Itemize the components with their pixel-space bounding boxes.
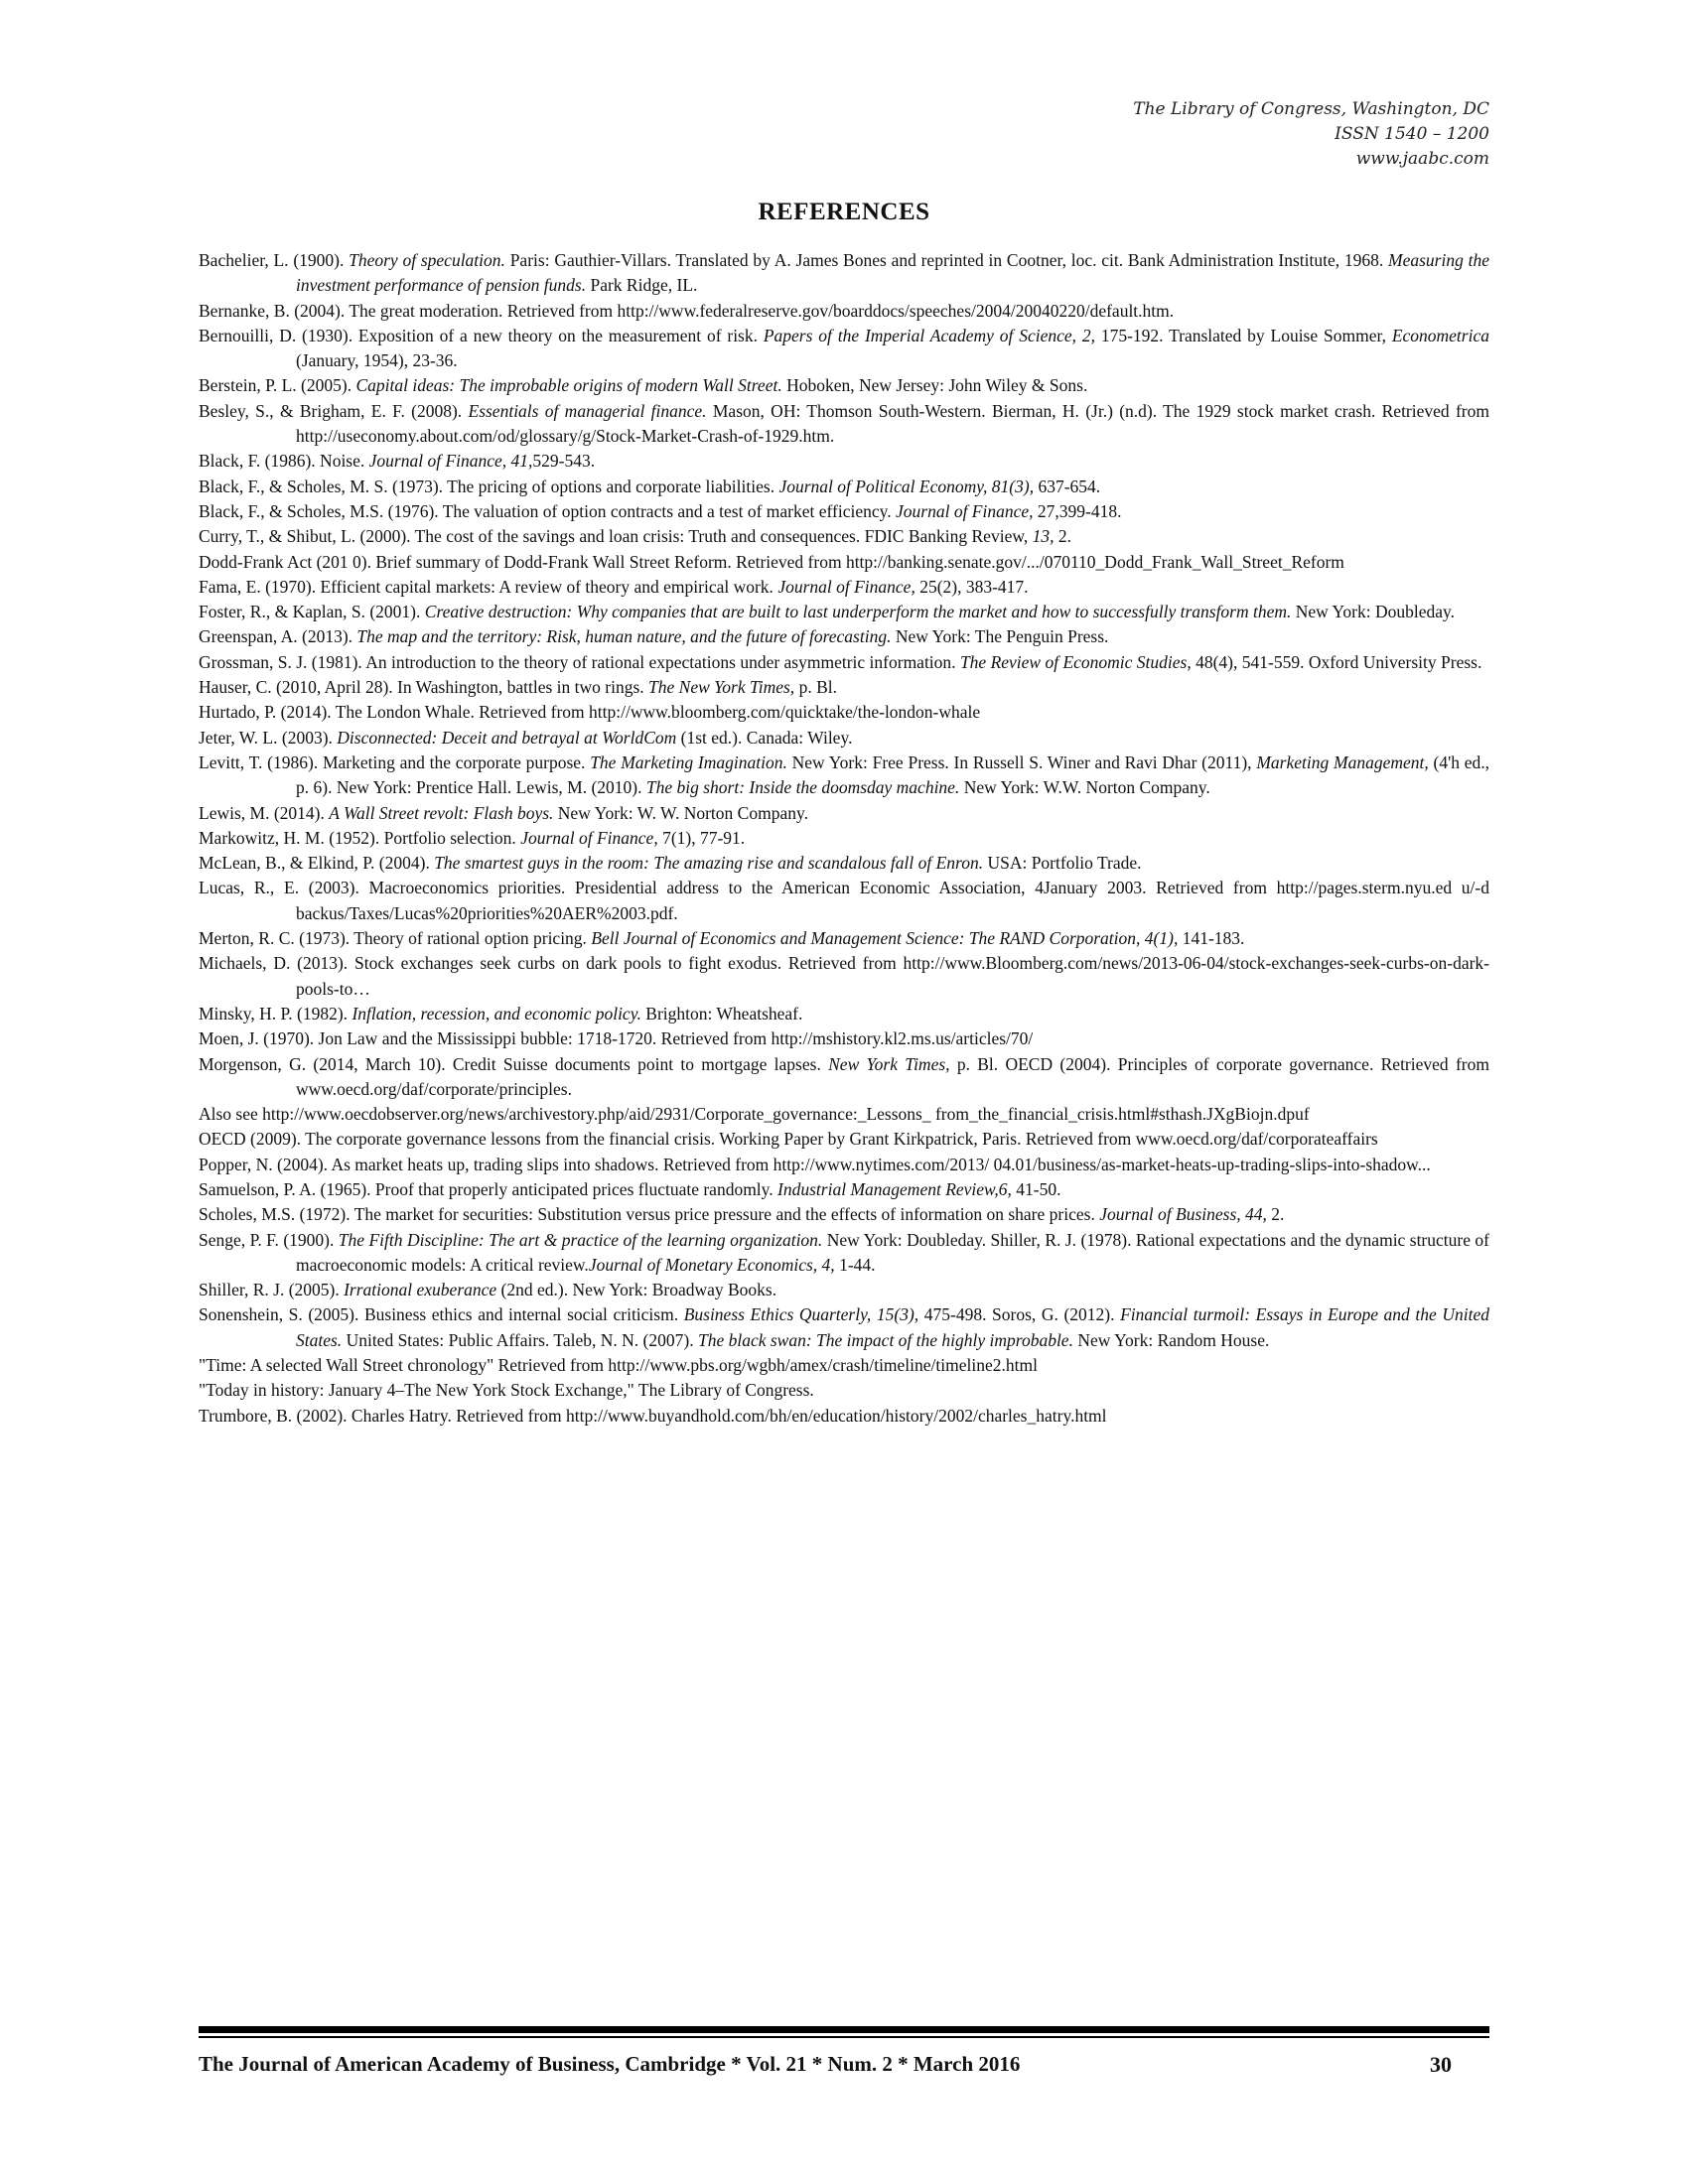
reference-text: Bachelier, L. (1900).	[199, 250, 350, 270]
reference-italic-title: Financial turmoil: Essays in Europe and the United States.	[296, 1304, 1489, 1350]
reference-italic-title: Papers of the Imperial Academy of Science, 2,	[763, 325, 1095, 345]
reference-entry	[199, 524, 1489, 549]
reference-entry	[199, 248, 1489, 299]
reference-entry	[199, 550, 1489, 575]
reference-entry	[199, 373, 1489, 398]
reference-entry	[199, 1404, 1489, 1429]
reference-text: Foster, R., & Kaplan, S. (2001).	[199, 602, 425, 622]
reference-text: Popper, N. (2004). As market heats up, trading slips into shadows. Retrieved from http://www.nytimes.com/2013/ 04.01/business/as-market-heats-up-trading-slips-into-shadow...	[199, 1154, 1431, 1174]
reference-entry	[199, 499, 1489, 524]
reference-text: Berstein, P. L. (2005).	[199, 375, 356, 396]
reference-italic-title: Creative destruction: Why companies that are built to last underperform the market and how to successfully transform them.	[424, 602, 1292, 622]
reference-text: (1st ed.). Canada: Wiley.	[676, 727, 853, 748]
reference-entry	[199, 1353, 1489, 1378]
reference-italic-title: A Wall Street revolt: Flash boys.	[329, 802, 554, 823]
reference-text: Michaels, D. (2013). Stock exchanges seek curbs on dark pools to fight exodus. Retrieved from http://www.Bloomberg.com/news/2013-06-04/stock-exchanges-seek-curbs-on-dark-pools-to…	[199, 953, 1489, 999]
reference-text: (January, 1954), 23-36.	[296, 350, 458, 371]
reference-entry	[199, 399, 1489, 450]
reference-entry	[199, 700, 1489, 725]
reference-entry	[199, 675, 1489, 700]
reference-text: Samuelson, P. A. (1965). Proof that properly anticipated prices fluctuate randomly.	[199, 1178, 778, 1199]
reference-italic-title: The Marketing Imagination.	[590, 751, 787, 772]
reference-italic-title: The New York Times,	[648, 677, 795, 698]
reference-text: (2nd ed.). New York: Broadway Books.	[496, 1280, 777, 1300]
running-header	[1133, 97, 1489, 172]
reference-italic-title: The black swan: The impact of the highly improbable.	[697, 1329, 1073, 1350]
reference-text: New York: W. W. Norton Company.	[553, 802, 808, 823]
reference-italic-title: The map and the territory: Risk, human nature, and the future of forecasting.	[356, 626, 892, 647]
footer-journal-title: The Journal of American Academy of Business, Cambridge * Vol. 21 * Num. 2 * March 2016	[199, 2052, 1021, 2076]
reference-text: Merton, R. C. (1973). Theory of rational option pricing.	[199, 928, 592, 949]
reference-entry	[199, 1153, 1489, 1177]
reference-italic-title: The Fifth Discipline: The art & practice of the learning organization.	[338, 1229, 823, 1250]
reference-text: Lewis, M. (2014).	[199, 802, 330, 823]
reference-text: Minsky, H. P. (1982).	[199, 1003, 352, 1024]
reference-entry	[199, 726, 1489, 751]
reference-text: Jeter, W. L. (2003).	[199, 727, 338, 748]
reference-text: Hurtado, P. (2014). The London Whale. Retrieved from http://www.bloomberg.com/quicktake/the-london-whale	[199, 702, 981, 723]
reference-entry	[199, 751, 1489, 801]
header-issn: ISSN 1540 – 1200	[1335, 124, 1489, 144]
reference-italic-title: The big short: Inside the doomsday machine.	[645, 777, 960, 798]
reference-entry	[199, 876, 1489, 926]
reference-italic-title: Journal of Political Economy, 81(3),	[778, 476, 1035, 496]
reference-text: 475-498. Soros, G. (2012).	[918, 1304, 1121, 1325]
reference-text: 2.	[1054, 526, 1071, 547]
reference-text: Bernanke, B. (2004). The great moderation. Retrieved from http://www.federalreserve.gov/boarddocs/speeches/2004/20040220/default.htm.	[199, 300, 1175, 321]
reference-entry	[199, 1052, 1489, 1103]
reference-italic-title: Journal of Finance,	[520, 827, 658, 848]
reference-italic-title: Essentials of managerial finance.	[468, 400, 707, 421]
reference-italic-title: Business Ethics Quarterly, 15(3),	[683, 1304, 919, 1325]
reference-italic-title: Journal of Finance,	[777, 576, 915, 597]
reference-italic-title: New York Times,	[828, 1053, 950, 1074]
reference-text: Levitt, T. (1986). Marketing and the corporate purpose.	[199, 751, 591, 772]
reference-text: 1-44.	[834, 1254, 876, 1275]
page-number: 30	[1430, 2052, 1452, 2077]
reference-entry	[199, 1177, 1489, 1202]
reference-text: Senge, P. F. (1900).	[199, 1229, 339, 1250]
reference-text: New York: Free Press. In Russell S. Winer and Ravi Dhar (2011),	[786, 751, 1257, 772]
reference-text: Greenspan, A. (2013).	[199, 626, 357, 647]
reference-entry	[199, 1378, 1489, 1403]
reference-italic-title: Journal of Monetary Economics, 4,	[588, 1254, 835, 1275]
reference-italic-title: Bell Journal of Economics and Management Science: The RAND Corporation, 4(1),	[591, 928, 1179, 949]
reference-text: Bernouilli, D. (1930). Exposition of a new theory on the measurement of risk.	[199, 325, 764, 345]
reference-text: 25(2), 383-417.	[914, 576, 1029, 597]
reference-text: Black, F., & Scholes, M. S. (1973). The pricing of options and corporate liabilities.	[199, 476, 779, 496]
reference-text: 637-654.	[1034, 476, 1101, 496]
reference-entry	[199, 801, 1489, 826]
reference-text: 41-50.	[1011, 1178, 1061, 1199]
reference-text: Markowitz, H. M. (1952). Portfolio selection.	[199, 827, 521, 848]
reference-text: 7(1), 77-91.	[657, 827, 746, 848]
reference-entry	[199, 1026, 1489, 1051]
reference-italic-title: The smartest guys in the room: The amazing rise and scandalous fall of Enron.	[434, 853, 984, 874]
reference-text: New York: The Penguin Press.	[891, 626, 1109, 647]
reference-text: Curry, T., & Shibut, L. (2000). The cost of the savings and loan crisis: Truth and consequences. FDIC Banking Review,	[199, 526, 1033, 547]
reference-text: Black, F. (1986). Noise.	[199, 451, 369, 472]
reference-text: Trumbore, B. (2002). Charles Hatry. Retrieved from http://www.buyandhold.com/bh/en/education/history/2002/charles_hatry.html	[199, 1405, 1107, 1426]
reference-text: Paris: Gauthier-Villars. Translated by A. James Bones and reprinted in Cootner, loc. cit. Bank Administration Institute, 1968.	[504, 250, 1389, 270]
reference-entry	[199, 299, 1489, 324]
reference-text: p. Bl.	[794, 677, 837, 698]
reference-entry	[199, 1102, 1489, 1127]
reference-text: USA: Portfolio Trade.	[983, 853, 1142, 874]
reference-entry	[199, 624, 1489, 649]
reference-entry	[199, 1202, 1489, 1227]
reference-text: Morgenson, G. (2014, March 10). Credit Suisse documents point to mortgage lapses.	[199, 1053, 829, 1074]
reference-italic-title: Theory of speculation.	[349, 250, 505, 270]
reference-text: Dodd-Frank Act (201 0). Brief summary of Dodd-Frank Wall Street Reform. Retrieved from http://banking.senate.gov/.../070110_Dodd_Frank_Wall_Street_Reform	[199, 551, 1344, 572]
reference-entry	[199, 650, 1489, 675]
reference-text: OECD (2009). The corporate governance lessons from the financial crisis. Working Paper by Grant Kirkpatrick, Paris. Retrieved from www.oecd.org/daf/corporateaffairs	[199, 1129, 1378, 1150]
reference-italic-title: Journal of Finance,	[896, 500, 1034, 521]
reference-text: Hoboken, New Jersey: John Wiley & Sons.	[781, 375, 1088, 396]
reference-italic-title: Industrial Management Review,6,	[777, 1178, 1012, 1199]
reference-text: Also see http://www.oecdobserver.org/news/archivestory.php/aid/2931/Corporate_governance:_Lessons_ from_the_financial_crisis.html#sthash.JXgBiojn.dpuf	[199, 1104, 1310, 1125]
reference-italic-title: Journal of Finance, 41,	[368, 451, 533, 472]
reference-italic-title: Measuring the investment performance of pension funds.	[296, 250, 1489, 296]
reference-entry	[199, 1278, 1489, 1302]
header-website: www.jaabc.com	[1355, 149, 1489, 169]
reference-text: New York: W.W. Norton Company.	[959, 777, 1210, 798]
footer-rule	[199, 2026, 1489, 2033]
reference-entry	[199, 575, 1489, 600]
reference-italic-title: Inflation, recession, and economic policy.	[352, 1003, 641, 1024]
reference-italic-title: Disconnected: Deceit and betrayal at WorldCom	[337, 727, 677, 748]
reference-entry	[199, 851, 1489, 876]
reference-text: 529-543.	[532, 451, 596, 472]
footer-rule-thin	[199, 2036, 1489, 2038]
reference-text: Fama, E. (1970). Efficient capital markets: A review of theory and empirical work.	[199, 576, 778, 597]
reference-text: Lucas, R., E. (2003). Macroeconomics priorities. Presidential address to the American Economic Association, 4January 2003. Retrieved from http://pages.sterm.nyu.ed u/-d backus/Taxes/Lucas%20priorities%20AER%2003.pdf.	[199, 878, 1489, 923]
reference-text: 175-192. Translated by Louise Sommer,	[1094, 325, 1392, 345]
reference-text: 2.	[1266, 1204, 1285, 1225]
reference-text: Brighton: Wheatsheaf.	[640, 1003, 803, 1024]
reference-text: Black, F., & Scholes, M.S. (1976). The valuation of option contracts and a test of market efficiency.	[199, 500, 896, 521]
reference-entry	[199, 926, 1489, 951]
reference-text: McLean, B., & Elkind, P. (2004).	[199, 853, 435, 874]
reference-italic-title: Capital ideas: The improbable origins of modern Wall Street.	[355, 375, 782, 396]
reference-entry	[199, 600, 1489, 624]
reference-text: Mason, OH: Thomson South-Western. Bierman, H. (Jr.) (n.d). The 1929 stock market crash. Retrieved from http://useconomy.about.com/od/glossary/g/Stock-Market-Crash-of-1929.htm.	[296, 400, 1489, 447]
reference-entry	[199, 324, 1489, 374]
reference-text: United States: Public Affairs. Taleb, N. N. (2007).	[342, 1329, 698, 1350]
section-title: REFERENCES	[758, 199, 930, 225]
reference-italic-title: Irrational exuberance	[344, 1280, 497, 1300]
reference-text: 27,399-418.	[1033, 500, 1122, 521]
reference-italic-title: The Review of Economic Studies,	[959, 651, 1192, 672]
reference-text: Besley, S., & Brigham, E. F. (2008).	[199, 400, 469, 421]
reference-text: Park Ridge, IL.	[586, 275, 698, 296]
reference-entry	[199, 1228, 1489, 1279]
reference-text: "Today in history: January 4–The New York Stock Exchange," The Library of Congress.	[199, 1380, 814, 1401]
reference-text: New York: Doubleday. Shiller, R. J. (1978). Rational expectations and the dynamic structure of macroeconomic models: A critical review.	[296, 1229, 1489, 1275]
reference-text: "Time: A selected Wall Street chronology" Retrieved from http://www.pbs.org/wgbh/amex/crash/timeline/timeline2.html	[199, 1355, 1038, 1376]
reference-text: p. Bl. OECD (2004). Principles of corporate governance. Retrieved from www.oecd.org/daf/corporate/principles.	[296, 1053, 1489, 1099]
reference-text: New York: Doubleday.	[1291, 602, 1456, 622]
reference-italic-title: Journal of Business, 44,	[1099, 1204, 1267, 1225]
reference-entry	[199, 1127, 1489, 1152]
reference-entry	[199, 1002, 1489, 1026]
reference-entry	[199, 951, 1489, 1002]
reference-text: Moen, J. (1970). Jon Law and the Mississippi bubble: 1718-1720. Retrieved from http://mshistory.kl2.ms.us/articles/70/	[199, 1028, 1034, 1049]
reference-text: 141-183.	[1178, 928, 1245, 949]
reference-entry	[199, 826, 1489, 851]
reference-entry	[199, 475, 1489, 499]
reference-text: Shiller, R. J. (2005).	[199, 1280, 345, 1300]
reference-text: (4'h ed., p. 6). New York: Prentice Hall. Lewis, M. (2010).	[296, 751, 1490, 798]
reference-text: New York: Random House.	[1072, 1329, 1270, 1350]
reference-italic-title: Marketing Management,	[1256, 751, 1429, 772]
header-publisher: The Library of Congress, Washington, DC	[1133, 99, 1489, 119]
reference-italic-title: Econometrica	[1391, 325, 1489, 345]
reference-entry	[199, 1302, 1489, 1353]
reference-text: Hauser, C. (2010, April 28). In Washington, battles in two rings.	[199, 677, 649, 698]
reference-text: Sonenshein, S. (2005). Business ethics and internal social criticism.	[199, 1304, 684, 1325]
reference-text: Grossman, S. J. (1981). An introduction to the theory of rational expectations under asymmetric information.	[199, 651, 960, 672]
reference-entry	[199, 449, 1489, 474]
reference-italic-title: 13,	[1032, 526, 1055, 547]
reference-text: Scholes, M.S. (1972). The market for securities: Substitution versus price pressure and the effects of information on share prices.	[199, 1204, 1100, 1225]
reference-text: 48(4), 541-559. Oxford University Press.	[1191, 651, 1482, 672]
reference-list	[199, 248, 1489, 1429]
